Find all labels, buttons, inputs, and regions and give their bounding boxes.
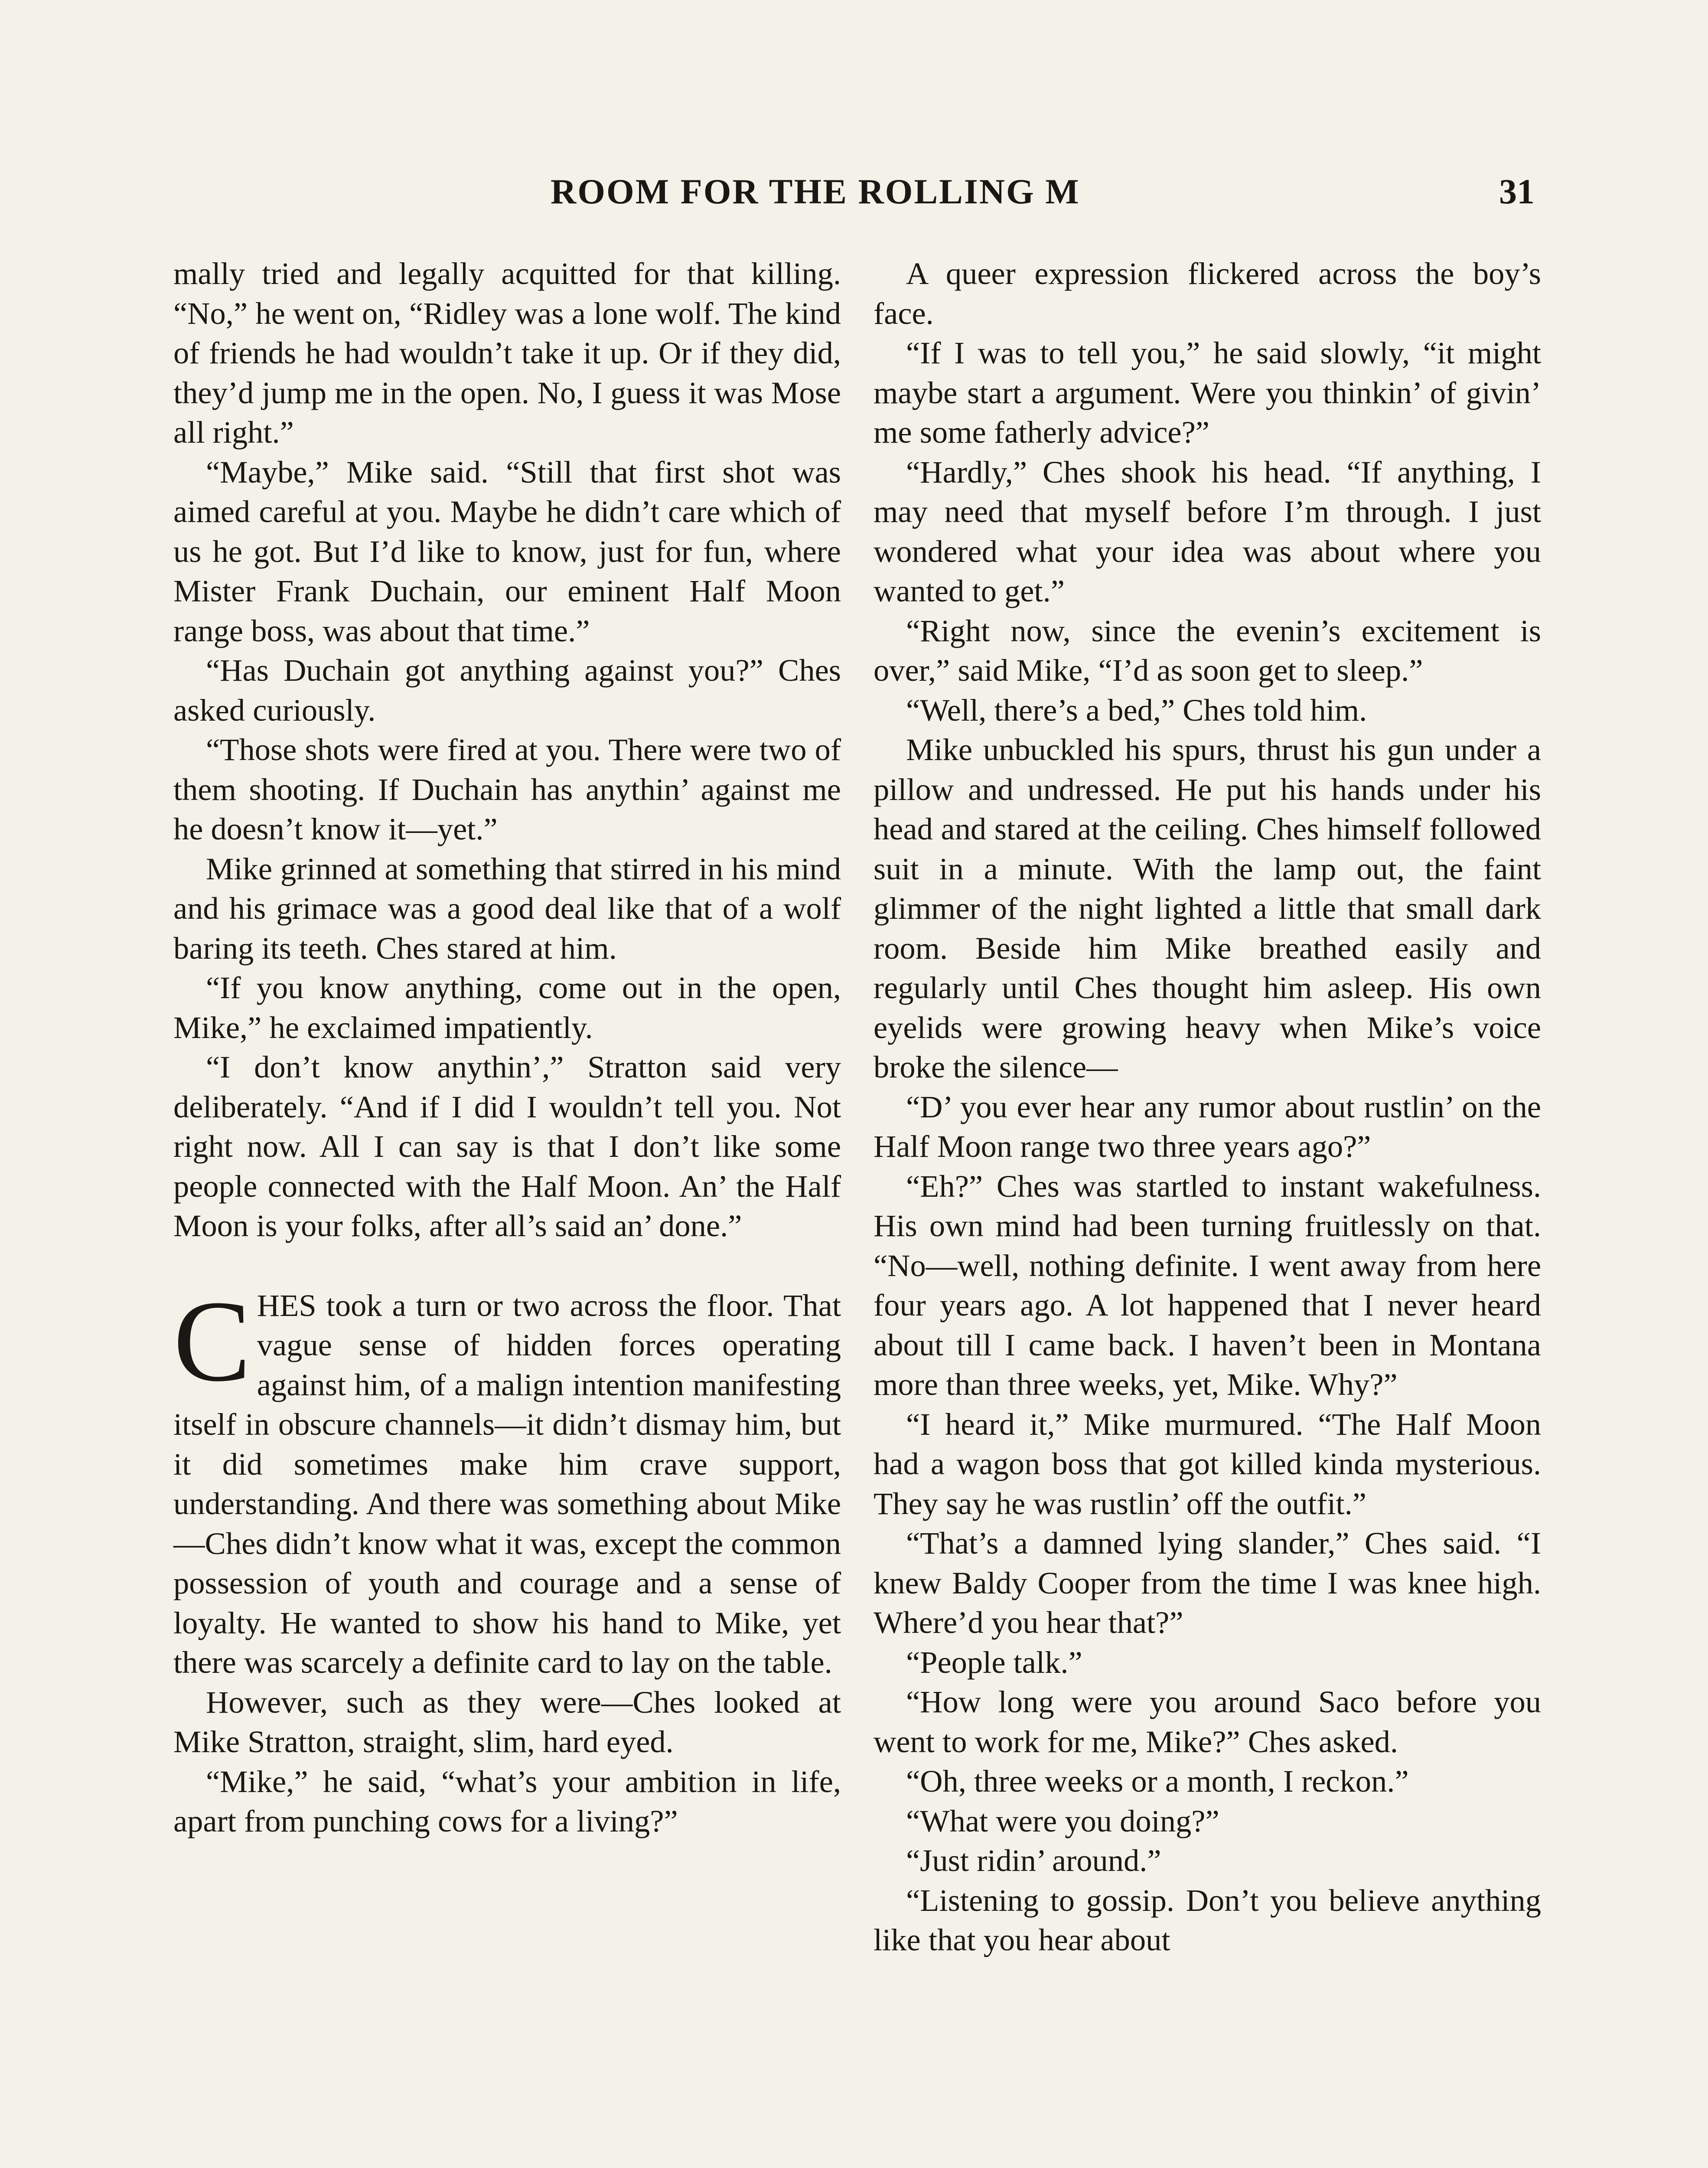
paragraph: “What were you doing?” (906, 1803, 1219, 1838)
section-break (173, 1246, 841, 1286)
page-number: 31 (1499, 172, 1535, 211)
paragraph: mally tried and legally acquitted for that killing. “No,” he went on, “Ridley was a lone wolf. The kind of friends he had wouldn’t take it up. Or if they did, they’d jump me in the open. No, I guess it was Mose all right.” (173, 256, 841, 450)
paragraph: “Eh?” Ches was startled to instant wakefulness. His own mind had been turning fruitlessly on that. “No—well, nothing definite. I went away from here four years ago. A lot happened that I never heard about till I came back. I haven’t been in Montana more than three weeks, yet, Mike. Why?” (874, 1168, 1541, 1402)
paragraph: “That’s a damned lying slander,” Ches said. “I knew Baldy Cooper from the time I was knee high. Where’d you hear that?” (874, 1525, 1541, 1640)
paragraph: “Well, there’s a bed,” Ches told him. (906, 692, 1367, 728)
dropcap-paragraph (173, 1276, 841, 1682)
paragraph: “How long were you around Saco before you went to work for me, Mike?” Ches asked. (874, 1684, 1541, 1759)
paragraph: “Those shots were fired at you. There were two of them shooting. If Duchain has anythin’ against me he doesn’t know it—yet.” (173, 732, 841, 846)
paragraph: Mike grinned at something that stirred in his mind and his grimace was a good deal like that of a wolf baring its teeth. Ches stared at him. (173, 851, 841, 966)
paragraph: “Has Duchain got anything against you?” Ches asked curiously. (173, 653, 841, 728)
paragraph: Mike unbuckled his spurs, thrust his gun under a pillow and undressed. He put his hands under his head and stared at the ceiling. Ches himself followed suit in a minute. With the lamp out, the faint glimmer of the night lighted a little that small dark room. Beside him Mike breathed easily and regularly until Ches thought him asleep. His own eyelids were growing heavy when Mike’s voice broke the silence— (874, 732, 1541, 1084)
right-column (874, 254, 1541, 1960)
paragraph: “Hardly,” Ches shook his head. “If anything, I may need that myself before I’m through. I just wondered what your idea was about where you wanted to get.” (874, 454, 1541, 608)
paragraph: “I don’t know anythin’,” Stratton said very deliberately. “And if I did I wouldn’t tell you. Not right now. All I can say is that I don’t like some people connected with the Half Moon. An’ the Half Moon is your folks, after all’s said an’ done.” (173, 1049, 841, 1243)
paragraph: “If I was to tell you,” he said slowly, “it might maybe start a argument. Were you thinkin’ of givin’ me some fatherly advice?” (874, 335, 1541, 450)
paragraph: “If you know anything, come out in the open, Mike,” he exclaimed impatiently. (173, 970, 841, 1045)
paragraph: “Listening to gossip. Don’t you believe anything like that you hear about (874, 1882, 1541, 1957)
paragraph: “D’ you ever hear any rumor about rustlin’ on the Half Moon range two three years ago?” (874, 1089, 1541, 1164)
left-column (173, 254, 841, 1841)
drop-cap: C (173, 1276, 251, 1405)
paragraph: “Mike,” he said, “what’s your ambition in life, apart from punching cows for a living?” (173, 1763, 841, 1838)
paragraph: “People talk.” (906, 1644, 1082, 1680)
paragraph: “Oh, three weeks or a month, I reckon.” (906, 1763, 1409, 1799)
paragraph: “I heard it,” Mike murmured. “The Half Moon had a wagon boss that got killed kinda mysterious. They say he was rustlin’ off the outfit.” (874, 1406, 1541, 1521)
paragraph: “Maybe,” Mike said. “Still that first shot was aimed careful at you. Maybe he didn’t care which of us he got. But I’d like to know, just for fun, where Mister Frank Duchain, our eminent Half Moon range boss, was about that time.” (173, 454, 841, 648)
paragraph: However, such as they were—Ches looked at Mike Stratton, straight, slim, hard eyed. (173, 1684, 841, 1759)
paragraph: A queer expression flickered across the boy’s face. (874, 256, 1541, 331)
paragraph: “Right now, since the evenin’s excitement is over,” said Mike, “I’d as soon get to sleep.” (874, 613, 1541, 688)
running-head-title: ROOM FOR THE ROLLING M (551, 172, 1080, 211)
dropcap-paragraph-text: HES took a turn or two across the floor. That vague sense of hidden forces operating against him, of a malign intention manifesting itself in obscure channels—it didn’t dismay him, but it did sometimes make him crave support, understanding. And there was something about Mike—Ches didn’t know what it was, except the common possession of youth and courage and a sense of loyalty. He wanted to show his hand to Mike, yet there was scarcely a definite card to lay on the table. (173, 1287, 841, 1680)
paragraph: “Just ridin’ around.” (906, 1843, 1161, 1878)
